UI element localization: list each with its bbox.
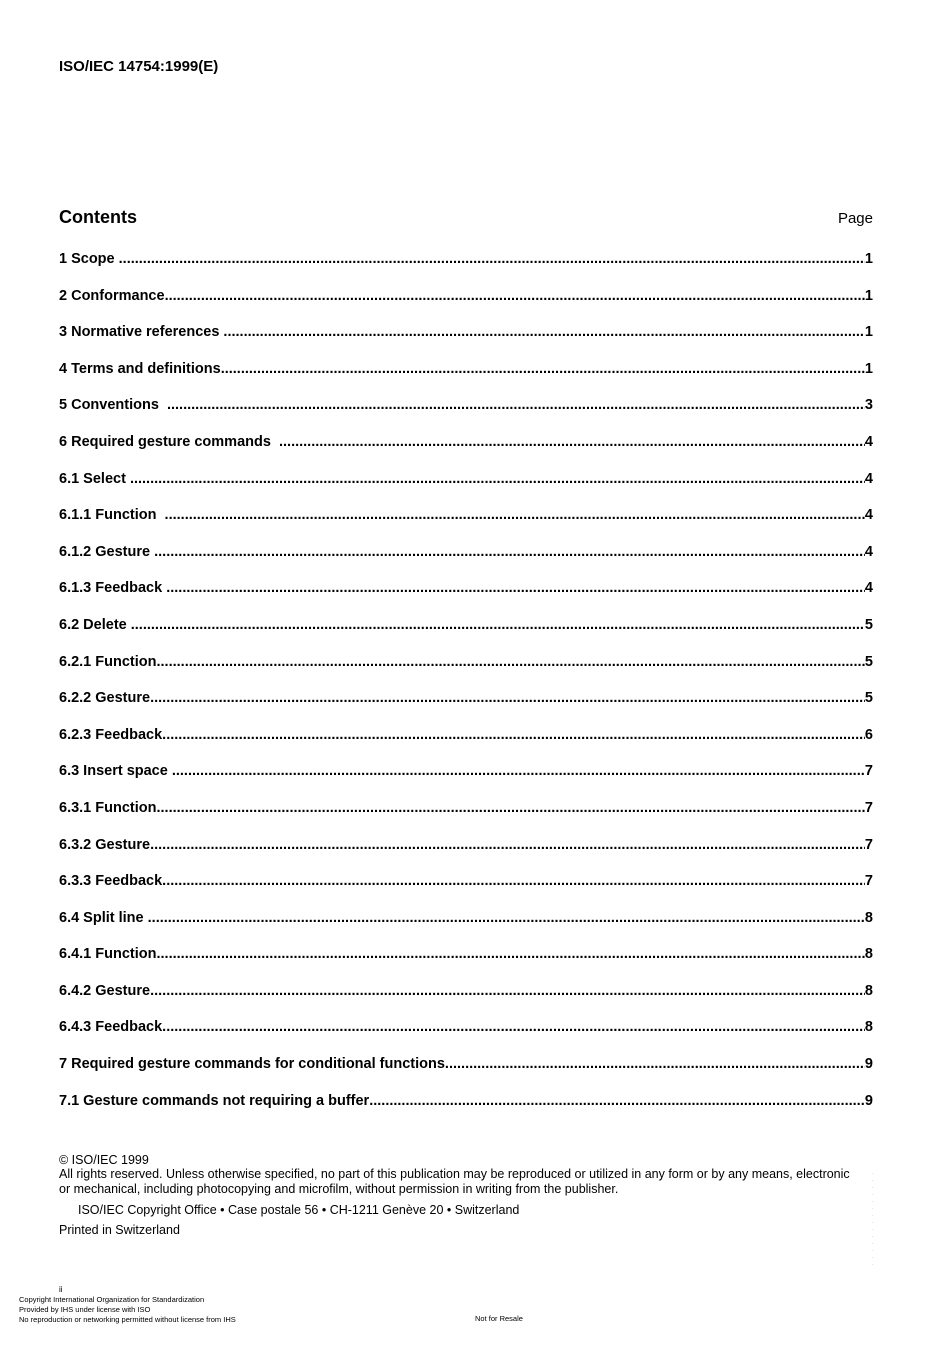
toc-entry-label: 2 Conformance	[59, 287, 165, 304]
toc-entry-label: 6.1.2 Gesture	[59, 543, 155, 560]
toc-entry[interactable]	[59, 653, 873, 690]
toc-entry-label: 7 Required gesture commands for conditional functions	[59, 1056, 445, 1073]
not-for-resale-notice: Not for Resale	[475, 1314, 523, 1323]
toc-entry-page: 7	[864, 836, 873, 853]
toc-entry-label: 6.2.1 Function	[59, 653, 157, 670]
toc-dot-leader	[154, 543, 865, 561]
copyright-office-address: ISO/IEC Copyright Office • Case postale 56 • CH-1211 Genève 20 • Switzerland	[78, 1203, 520, 1217]
toc-entry[interactable]	[59, 1092, 873, 1129]
toc-dot-leader	[150, 982, 865, 1000]
toc-entry[interactable]	[59, 726, 873, 763]
footer-line-3: No reproduction or networking permitted without license from IHS	[19, 1315, 236, 1324]
toc-entry-page: 5	[864, 653, 873, 670]
toc-entry-label: 7.1 Gesture commands not requiring a buffer	[59, 1092, 370, 1109]
toc-entry-label: 6.1 Select	[59, 470, 130, 487]
toc-dot-leader	[157, 653, 865, 671]
toc-entry[interactable]	[59, 433, 873, 470]
toc-entry-page: 1	[864, 360, 873, 377]
toc-dot-leader	[165, 506, 865, 524]
toc-dot-leader	[157, 799, 865, 817]
contents-heading: Contents	[59, 207, 137, 227]
page-column-heading: Page	[837, 210, 873, 227]
toc-entry-page: 7	[864, 763, 873, 780]
toc-entry[interactable]	[59, 470, 873, 507]
toc-entry[interactable]	[59, 982, 873, 1019]
toc-entry-page: 7	[864, 799, 873, 816]
toc-entry-label: 6.1.3 Feedback	[59, 580, 167, 597]
license-footer	[19, 1285, 719, 1325]
toc-entry-page: 6	[864, 726, 873, 743]
toc-dot-leader	[369, 1092, 865, 1110]
rights-line-2: or mechanical, including photocopying and microfilm, without permission in writing from the publisher.	[59, 1182, 619, 1196]
toc-dot-leader	[223, 323, 865, 341]
toc-dot-leader	[165, 287, 865, 305]
toc-entry-page: 5	[864, 690, 873, 707]
toc-entry-page: 1	[864, 324, 873, 341]
toc-dot-leader	[162, 1018, 865, 1036]
copyright-block	[59, 1153, 879, 1237]
toc-entry[interactable]	[59, 323, 873, 360]
toc-entry-page: 4	[864, 543, 873, 560]
toc-entry-page: 8	[864, 946, 873, 963]
toc-entry-page: 8	[864, 1019, 873, 1036]
toc-entry-label: 6.3.3 Feedback	[59, 873, 163, 890]
toc-entry-label: 6.2 Delete	[59, 616, 131, 633]
toc-entry-label: 4 Terms and definitions	[59, 360, 221, 377]
toc-dot-leader	[221, 360, 865, 378]
toc-entry-label: 6.1.1 Function	[59, 507, 165, 524]
toc-dot-leader	[148, 909, 865, 927]
toc-entry-page: 7	[864, 873, 873, 890]
toc-entry[interactable]	[59, 506, 873, 543]
toc-entry-label: 6.4.3 Feedback	[59, 1019, 163, 1036]
toc-dot-leader	[167, 396, 865, 414]
toc-dot-leader	[119, 250, 865, 268]
toc-dot-leader	[162, 872, 865, 890]
printed-in: Printed in Switzerland	[59, 1223, 180, 1237]
toc-entry-label: 5 Conventions	[59, 397, 167, 414]
toc-entry[interactable]	[59, 250, 873, 287]
toc-dot-leader	[172, 762, 865, 780]
toc-entry-label: 6 Required gesture commands	[59, 433, 279, 450]
toc-entry-label: 6.3.2 Gesture	[59, 836, 151, 853]
toc-entry-page: 3	[864, 397, 873, 414]
toc-entry-page: 1	[864, 251, 873, 267]
toc-entry[interactable]	[59, 360, 873, 397]
toc-dot-leader	[150, 836, 865, 854]
toc-entry-page: 9	[864, 1092, 873, 1109]
toc-entry-page: 4	[864, 507, 873, 524]
toc-entry-label: 6.4.1 Function	[59, 946, 157, 963]
toc-entry[interactable]	[59, 799, 873, 836]
toc-entry-page: 4	[864, 470, 873, 487]
document-header-title: ISO/IEC 14754:1999(E)	[59, 58, 219, 75]
toc-dot-leader	[166, 579, 865, 597]
toc-entry[interactable]	[59, 1055, 873, 1092]
toc-entry[interactable]	[59, 872, 873, 909]
toc-entry[interactable]	[59, 836, 873, 873]
copyright-mark: © ISO/IEC 1999	[59, 1153, 149, 1167]
toc-entry-label: 6.2.2 Gesture	[59, 690, 151, 707]
toc-entry[interactable]	[59, 945, 873, 982]
toc-dot-leader	[131, 616, 865, 634]
page-number-roman: ii	[59, 1285, 63, 1294]
toc-entry-label: 6.4 Split line	[59, 909, 148, 926]
toc-entry-page: 4	[864, 433, 873, 450]
toc-entry[interactable]	[59, 689, 873, 726]
toc-entry-page: 4	[864, 580, 873, 597]
toc-entry[interactable]	[59, 616, 873, 653]
table-of-contents	[59, 250, 873, 1128]
toc-entry-label: 6.2.3 Feedback	[59, 726, 163, 743]
toc-entry[interactable]	[59, 287, 873, 324]
toc-entry[interactable]	[59, 1018, 873, 1055]
toc-entry[interactable]	[59, 909, 873, 946]
toc-dot-leader	[162, 726, 865, 744]
toc-entry-page: 1	[864, 287, 873, 304]
toc-entry[interactable]	[59, 579, 873, 616]
toc-dot-leader	[157, 945, 865, 963]
toc-entry[interactable]	[59, 543, 873, 580]
toc-entry-page: 5	[864, 616, 873, 633]
toc-entry-label: 6.3.1 Function	[59, 799, 157, 816]
toc-entry[interactable]	[59, 396, 873, 433]
toc-dot-leader	[445, 1055, 865, 1073]
toc-entry-label: 3 Normative references	[59, 324, 224, 341]
rights-line-1: All rights reserved. Unless otherwise specified, no part of this publication may be reproduced or utilized in any form or by any means, electronic	[59, 1167, 850, 1181]
footer-line-1: Copyright International Organization for Standardization	[19, 1295, 205, 1304]
toc-dot-leader	[279, 433, 865, 451]
toc-entry-label: 6.3 Insert space	[59, 763, 172, 780]
toc-entry-page: 8	[864, 909, 873, 926]
toc-entry-label: 6.4.2 Gesture	[59, 982, 151, 999]
footer-line-2: Provided by IHS under license with ISO	[19, 1305, 151, 1314]
toc-dot-leader	[130, 470, 865, 488]
toc-entry-label: 1 Scope	[59, 251, 119, 267]
toc-dot-leader	[150, 689, 865, 707]
toc-entry-page: 8	[864, 982, 873, 999]
toc-entry-page: 9	[864, 1056, 873, 1073]
rights-statement	[59, 1167, 879, 1197]
edge-scan-marks: . . . . . . . . . . . . . .	[872, 1170, 874, 1267]
toc-entry[interactable]	[59, 762, 873, 799]
